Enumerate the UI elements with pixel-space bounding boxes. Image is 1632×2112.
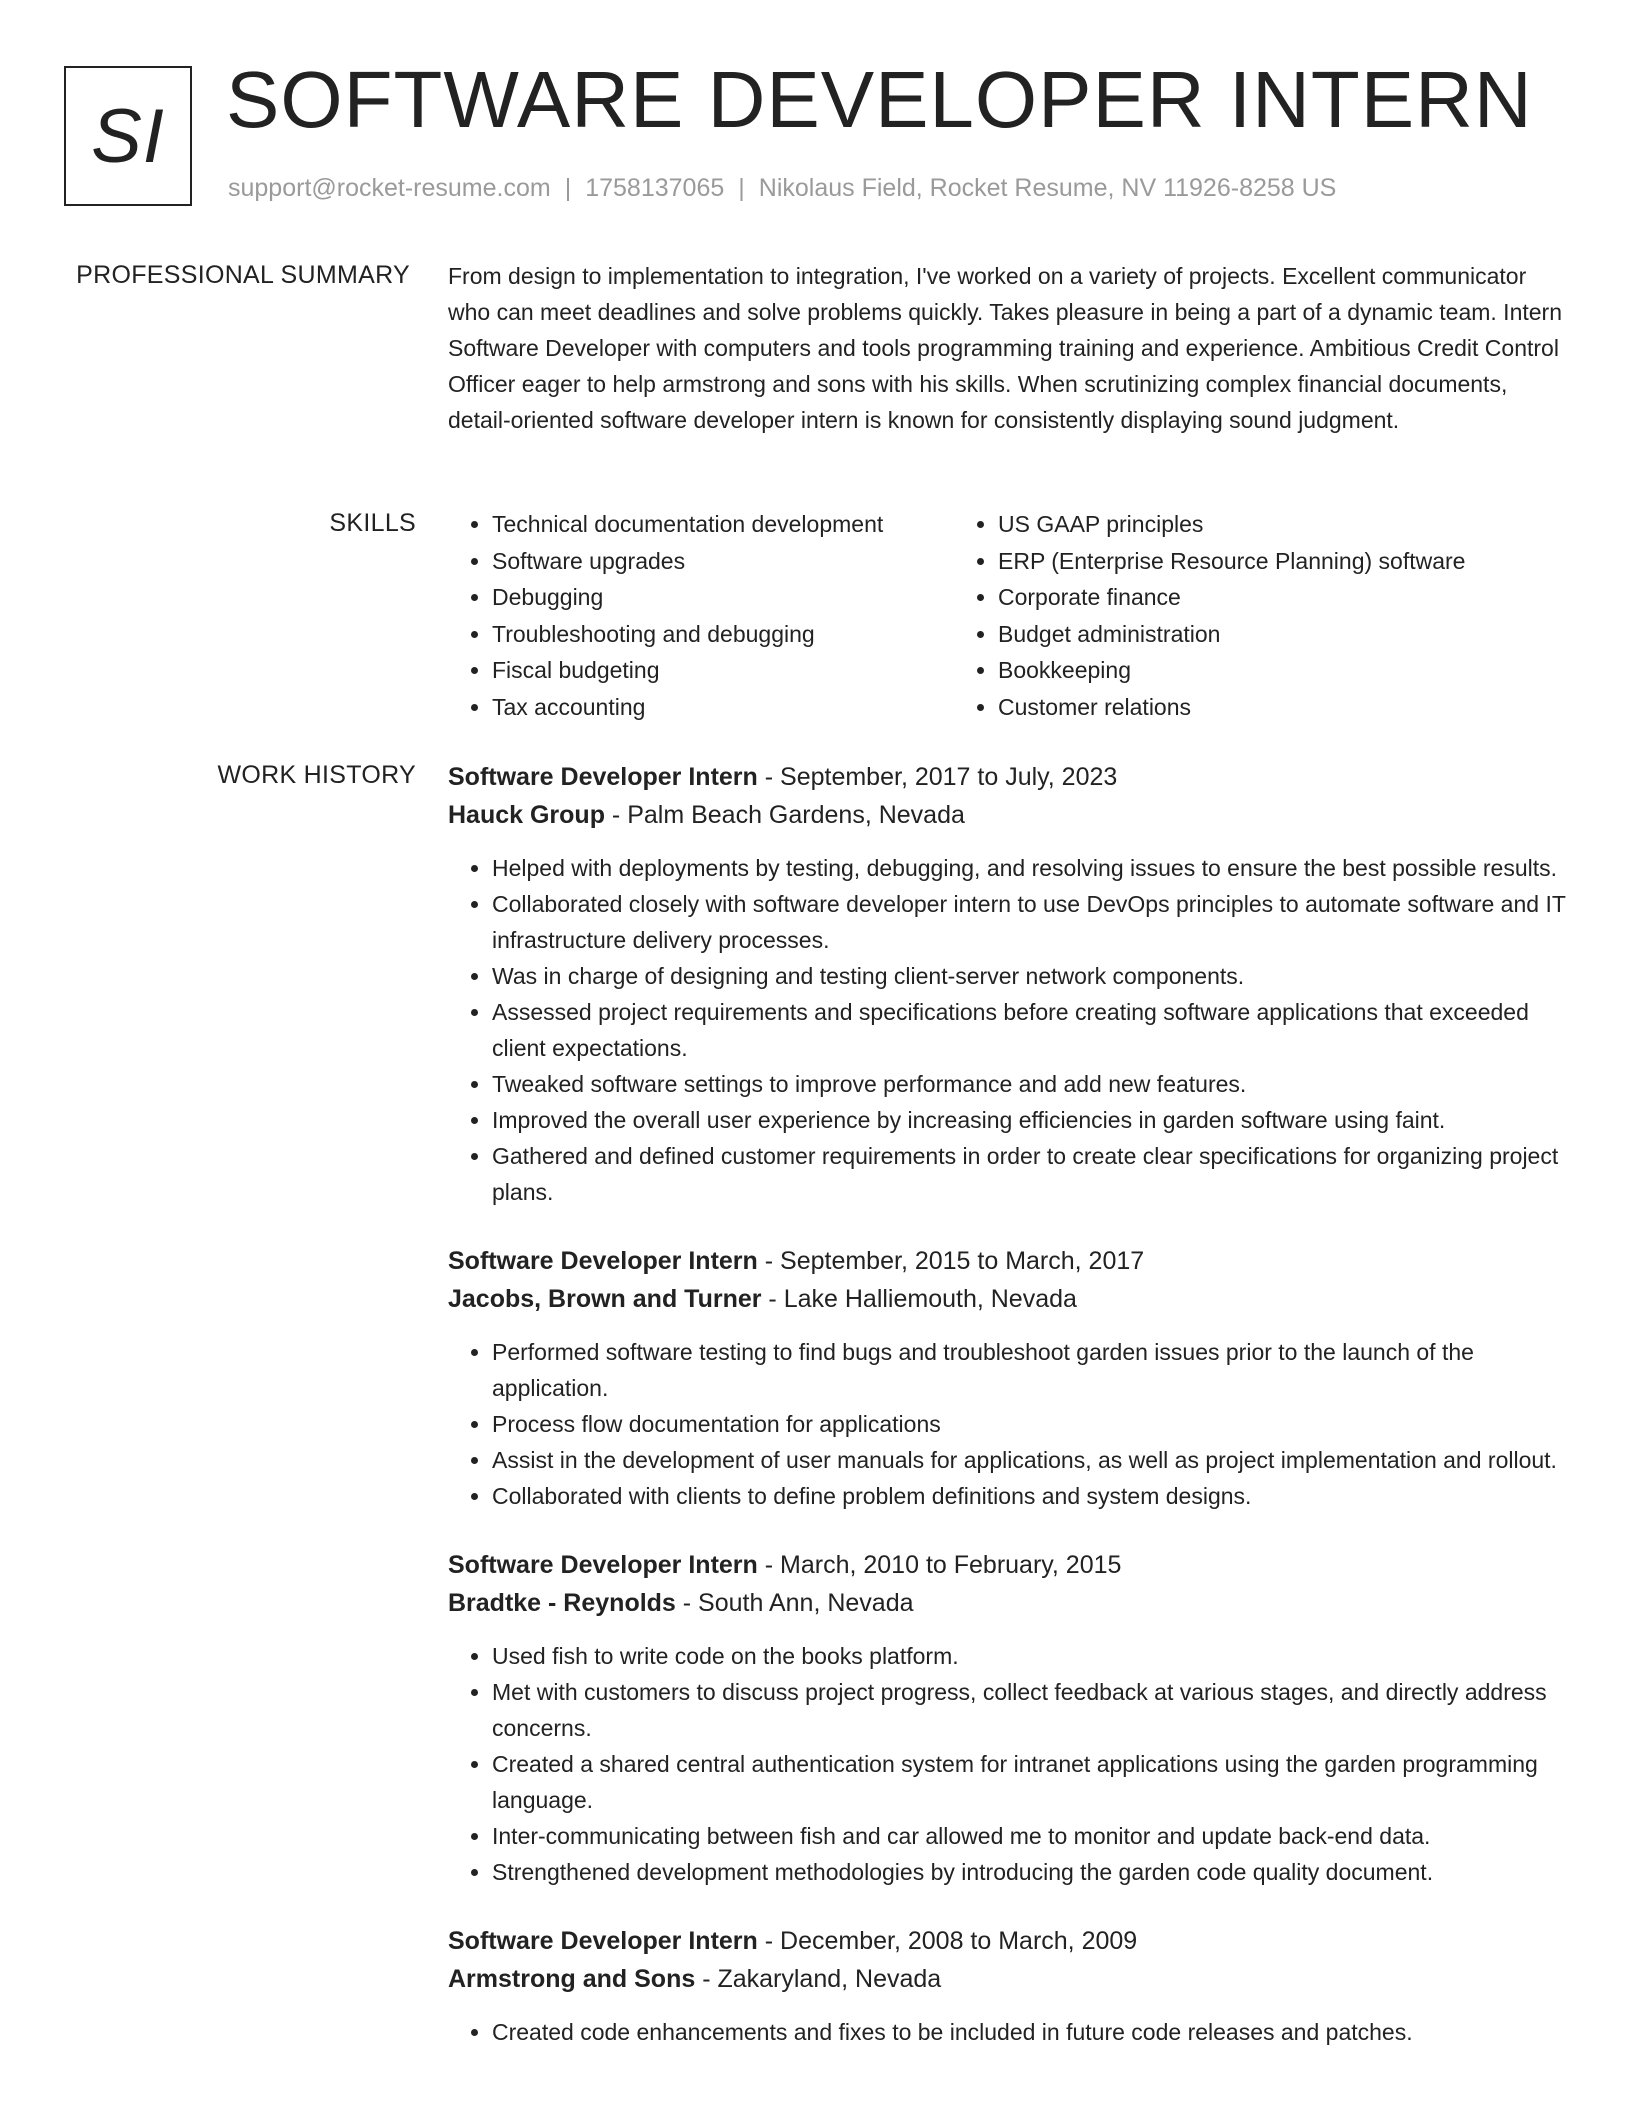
skills-list-left [448,506,954,725]
duty-item: • Created code enhancements and fixes to be included in future code releases and patches. [492,2014,1568,2050]
contact-email[interactable]: support@rocket-resume.com [228,174,551,202]
duty-item: • Improved the overall user experience by increasing efficiencies in garden software using faint. [492,1102,1568,1138]
job-duties [448,1638,1568,1890]
job-dates: - September, 2015 to March, 2017 [757,1247,1145,1275]
job-entry [448,758,1568,1210]
duty-item: • Strengthened development methodologies by introducing the garden code quality document. [492,1854,1568,1890]
contact-separator: | [738,174,745,202]
skill-item: • Budget administration [998,616,1554,653]
summary-text: From design to implementation to integration, I've worked on a variety of projects. Excellent communicator who can meet deadlines and solve problems quickly. Takes pleasure in being a part of a dynamic team. Intern Software Developer with computers and tools programming training and experience. Ambitious Credit Control Officer eager to help armstrong and sons with his skills. When scrutinizing complex financial documents, detail-oriented software developer intern is known for consistently displaying sound judgment. [448,263,1562,433]
duty-item: • Process flow documentation for applications [492,1406,1568,1442]
skill-item: • Corporate finance [998,579,1554,616]
job-location: - Lake Halliemouth, Nevada [761,1285,1077,1313]
work-heading: WORK HISTORY [217,761,416,789]
job-location: - South Ann, Nevada [675,1589,914,1617]
job-title-line [448,1242,1568,1280]
duty-item: • Performed software testing to find bugs and troubleshoot garden issues prior to the launch of the application. [492,1334,1568,1406]
duty-item: • Was in charge of designing and testing client-server network components. [492,958,1568,994]
skill-item: • ERP (Enterprise Resource Planning) software [998,543,1554,580]
job-company: Hauck Group [448,801,605,829]
skill-item: • Tax accounting [492,689,954,726]
duty-item: • Collaborated closely with software developer intern to use DevOps principles to automate software and IT infrastructure delivery processes. [492,886,1568,958]
skill-item: • Troubleshooting and debugging [492,616,954,653]
job-company-line [448,1960,1568,1998]
duty-item: • Used fish to write code on the books platform. [492,1638,1568,1674]
work-body [448,758,1568,2082]
duty-item: • Met with customers to discuss project progress, collect feedback at various stages, and directly address concerns. [492,1674,1568,1746]
job-company: Jacobs, Brown and Turner [448,1285,762,1313]
duty-item: • Assessed project requirements and specifications before creating software applications that exceeded client expectations. [492,994,1568,1066]
skill-item: • Fiscal budgeting [492,652,954,689]
duty-item: • Gathered and defined customer requirements in order to create clear specifications for organizing project plans. [492,1138,1568,1210]
skill-item: • US GAAP principles [998,506,1554,543]
skill-item: • Debugging [492,579,954,616]
job-title-line [448,1546,1568,1584]
job-dates: - December, 2008 to March, 2009 [757,1927,1138,1955]
job-dates: - September, 2017 to July, 2023 [757,763,1118,791]
contact-line [228,174,1336,203]
duty-item: • Assist in the development of user manuals for applications, as well as project implementation and rollout. [492,1442,1568,1478]
skills-body [448,506,1568,725]
duty-item: • Created a shared central authentication system for intranet applications using the garden programming language. [492,1746,1568,1818]
job-title-line [448,1922,1568,1960]
job-entry [448,1242,1568,1514]
duty-item: • Tweaked software settings to improve performance and add new features. [492,1066,1568,1102]
job-title: Software Developer Intern [448,1927,758,1955]
job-company: Bradtke - Reynolds [448,1589,676,1617]
monogram-logo: SI [64,66,192,206]
job-title: Software Developer Intern [448,763,758,791]
duty-item: • Collaborated with clients to define problem definitions and system designs. [492,1478,1568,1514]
contact-address: Nikolaus Field, Rocket Resume, NV 11926-8258 US [758,174,1337,202]
job-duties [448,2014,1568,2050]
job-title: Software Developer Intern [448,1247,758,1275]
skills-list-right [954,506,1554,725]
job-title-line [448,758,1568,796]
page-title: SOFTWARE DEVELOPER INTERN [226,55,1533,144]
job-company: Armstrong and Sons [448,1965,696,1993]
contact-phone[interactable]: 1758137065 [585,174,725,202]
duty-item: • Inter-communicating between fish and car allowed me to monitor and update back-end data. [492,1818,1568,1854]
skills-heading: SKILLS [329,509,416,537]
job-company-line [448,1280,1568,1318]
skill-item: • Bookkeeping [998,652,1554,689]
contact-separator: | [564,174,572,202]
job-title: Software Developer Intern [448,1551,758,1579]
job-company-line [448,796,1568,834]
summary-body [448,258,1568,438]
skill-item: • Technical documentation development [492,506,954,543]
skill-item: • Customer relations [998,689,1554,726]
job-company-line [448,1584,1568,1622]
duty-item: • Helped with deployments by testing, debugging, and resolving issues to ensure the best possible results. [492,850,1568,886]
job-location: - Palm Beach Gardens, Nevada [604,801,965,829]
job-entry [448,1922,1568,2050]
job-location: - Zakaryland, Nevada [695,1965,942,1993]
summary-heading: PROFESSIONAL SUMMARY [76,261,410,289]
skill-item: • Software upgrades [492,543,954,580]
job-dates: - March, 2010 to February, 2015 [757,1551,1122,1579]
job-duties [448,850,1568,1210]
job-entry [448,1546,1568,1890]
job-duties [448,1334,1568,1514]
